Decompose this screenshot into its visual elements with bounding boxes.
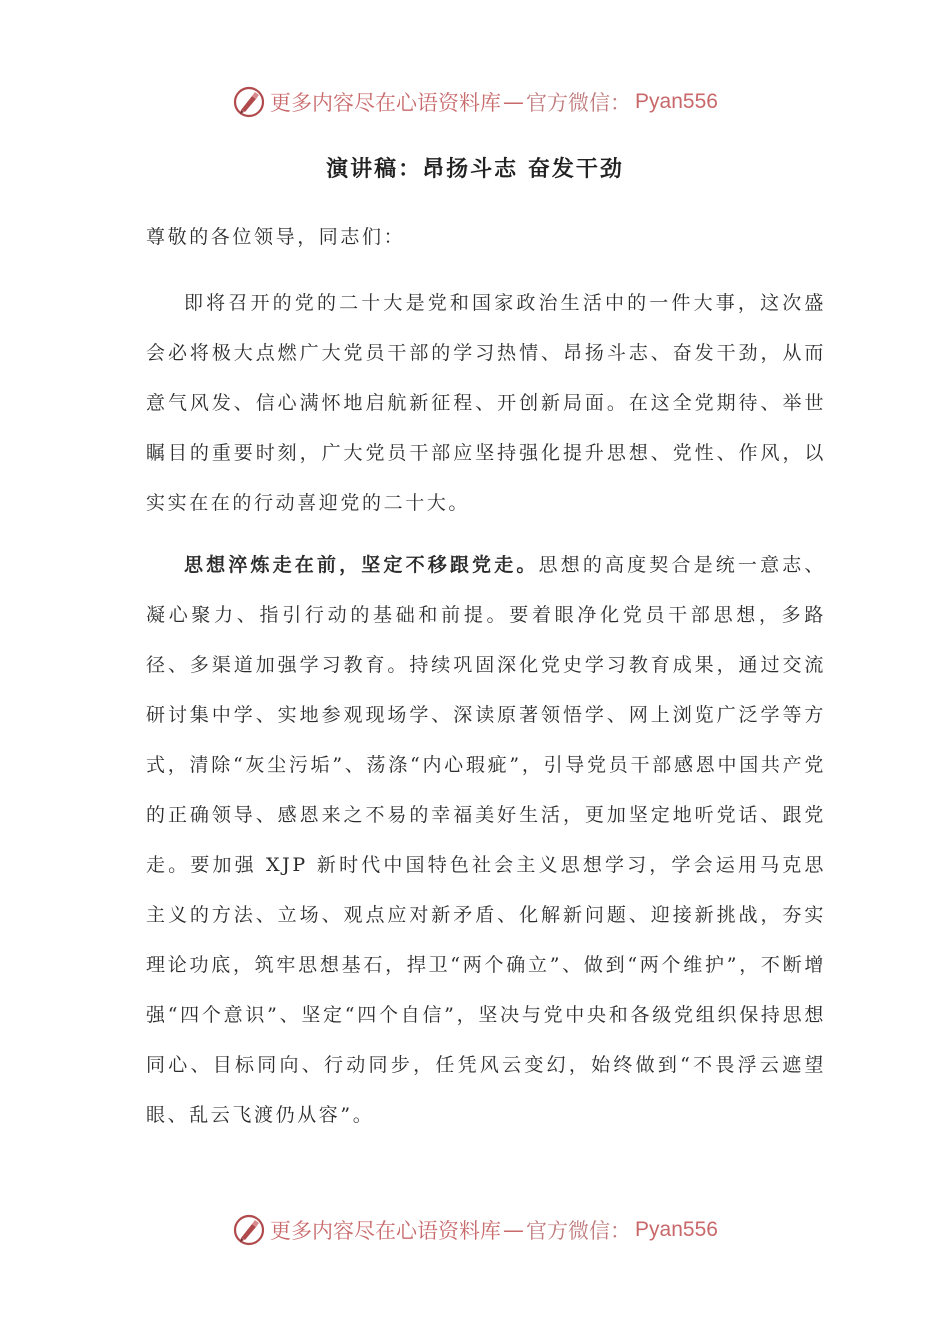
paragraph-body: 思想的高度契合是统一意志、凝心聚力、指引行动的基础和前提。要着眼净化党员干部思想，多路径、多渠道加强学习教育。持续巩固深化党史学习教育成果，通过交流研讨集中学、实地参观现场学、深读原著领悟学、网上浏览广泛学等方式，清除“灰尘污垢”、荡涤“内心瑕疵”，引导党员干部感恩中国共产党的正确领导、感恩来之不易的幸福美好生活，更加坚定地听党话、跟党走。要加强 XJP 新时代中国特色社会主义思想学习，学会运用马克思主义的方法、立场、观点应对新矛盾、化解新问题、迎接新挑战，夯实理论功底，筑牢思想基石，捍卫“两个确立”、做到“两个维护”，不断增强“四个意识”、坚定“四个自信”，坚决与党中央和各级党组织保持思想同心、目标同向、行动同步，任凭风云变幻，始终做到“不畏浮云遮望眼、乱云飞渡仍从容”。 xyxy=(146,554,826,1126)
footer-watermark-banner xyxy=(0,1210,950,1250)
document-body xyxy=(146,212,826,1152)
banner-wechat-label: 官方微信： xyxy=(526,91,632,115)
pen-logo-icon xyxy=(232,1213,266,1247)
banner-main-text: 更多内容尽在心语资料库 xyxy=(270,1219,502,1243)
header-watermark-banner xyxy=(0,82,950,122)
banner-wechat-id: Pyan556 xyxy=(635,90,718,113)
salutation: 尊敬的各位领导，同志们： xyxy=(146,226,406,248)
paragraph-thought xyxy=(146,540,826,1140)
banner-dash: — xyxy=(503,1218,525,1242)
document-title: 演讲稿：昂扬斗志 奋发干劲 xyxy=(326,157,624,182)
paragraph-heading: 思想淬炼走在前，坚定不移跟党走。 xyxy=(184,554,539,576)
pen-logo-icon xyxy=(232,85,266,119)
banner-main-text: 更多内容尽在心语资料库 xyxy=(270,91,502,115)
banner-wechat-id: Pyan556 xyxy=(635,1218,718,1241)
banner-wechat-label: 官方微信： xyxy=(526,1219,632,1243)
paragraph-intro: 即将召开的党的二十大是党和国家政治生活中的一件大事，这次盛会必将极大点燃广大党员干部的学习热情、昂扬斗志、奋发干劲，从而意气风发、信心满怀地启航新征程、开创新局面。在这全党期待、举世瞩目的重要时刻，广大党员干部应坚持强化提升思想、党性、作风，以实实在在的行动喜迎党的二十大。 xyxy=(146,292,826,514)
banner-dash: — xyxy=(503,90,525,114)
